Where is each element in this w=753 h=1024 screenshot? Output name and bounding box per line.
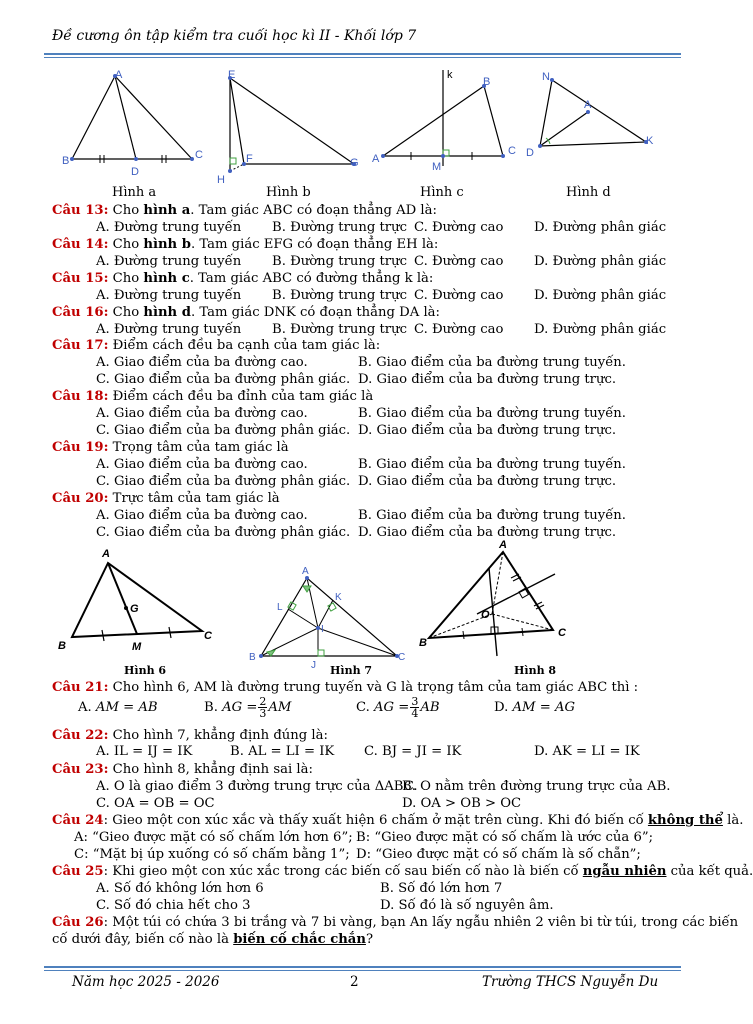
- option-22-b: B. AL = LI = IK: [230, 744, 335, 759]
- option-22-d: D. AK = LI = IK: [534, 744, 640, 759]
- fraction-denominator: 3: [259, 707, 267, 720]
- question-number: Câu 16:: [52, 305, 109, 320]
- question-19: [52, 440, 289, 456]
- question-text: cố dưới đây, biến cố nào là: [52, 932, 234, 947]
- option-15-d: D. Đường phân giác: [534, 288, 667, 303]
- option-23-b: B. O nằm trên đường trung trực của AB.: [402, 779, 671, 794]
- figure-reference: hình b: [143, 237, 191, 252]
- option-20-a: A. Giao điểm của ba đường cao.: [96, 508, 308, 523]
- figure-6: [58, 545, 218, 655]
- question-26: [52, 915, 738, 931]
- label-B: B: [419, 637, 427, 649]
- question-emphasis: không thể: [647, 813, 723, 828]
- option-18-b: B. Giao điểm của ba đường trung tuyến.: [358, 406, 626, 421]
- label-C: C: [398, 652, 406, 663]
- label-k: k: [447, 69, 453, 81]
- caption-hinh-8: Hình 8: [514, 664, 557, 677]
- label-A: A: [499, 539, 507, 551]
- option-18-d: D. Giao điểm của ba đường trung trực.: [358, 423, 617, 438]
- question-text: Cho hình 7, khẳng định đúng là:: [108, 728, 328, 743]
- question-text: Cho: [108, 203, 144, 218]
- question-number: Câu 25: [52, 864, 104, 879]
- option-13-d: D. Đường phân giác: [534, 220, 667, 235]
- label-F: F: [246, 153, 253, 165]
- label-K: K: [646, 135, 654, 147]
- option-25-a: A. Số đó không lớn hơn 6: [96, 881, 264, 896]
- question-26-line2: [52, 932, 373, 948]
- question-text: : Một túi có chứa 3 bi trắng và 7 bi vàng, bạn An lấy ngẫu nhiên 2 viên bi từ túi, trong các biến: [103, 915, 739, 930]
- question-number: Câu 19:: [52, 440, 109, 455]
- fraction: [410, 696, 419, 719]
- option-16-a: A. Đường trung tuyến: [96, 322, 242, 337]
- footer-school: Trường THCS Nguyễn Du: [482, 974, 659, 990]
- option-letter: A.: [78, 700, 92, 715]
- question-number: Câu 14:: [52, 237, 109, 252]
- header-rule: [44, 53, 681, 55]
- question-number: Câu 21:: [52, 680, 109, 695]
- footer-year: Năm học 2025 - 2026: [72, 974, 220, 990]
- question-text: Trực tâm của tam giác là: [108, 491, 280, 506]
- footer-rule-thin: [44, 970, 681, 971]
- question-emphasis: biến cố chắc chắn: [233, 932, 366, 947]
- option-18-c: C. Giao điểm của ba đường phân giác.: [96, 423, 351, 438]
- question-text: Cho: [108, 237, 144, 252]
- option-letter: C.: [356, 700, 370, 715]
- option-22-c: C. BJ = JI = IK: [364, 744, 462, 759]
- label-D: D: [131, 166, 139, 178]
- option-letter: D.: [494, 700, 509, 715]
- option-25-b: B. Số đó lớn hơn 7: [380, 881, 503, 896]
- option-21-b: [204, 696, 291, 719]
- caption-hinh-d: Hình d: [566, 185, 611, 200]
- question-number: Câu 13:: [52, 203, 109, 218]
- header-title: Đề cương ôn tập kiểm tra cuối học kì II - Khối lớp 7: [52, 28, 417, 44]
- question-text: Cho hình 8, khẳng định sai là:: [108, 762, 313, 777]
- option-24-a: A: “Gieo được mặt có số chấm lớn hơn 6”;: [74, 830, 353, 845]
- option-expression-rhs: AM: [268, 700, 292, 715]
- question-number: Câu 24: [52, 813, 104, 828]
- label-C: C: [508, 145, 516, 157]
- question-17: [52, 338, 380, 354]
- label-C: C: [195, 149, 203, 161]
- label-B: B: [249, 652, 256, 663]
- question-text-end: là.: [722, 813, 744, 828]
- question-text-end: . Tam giác ABC có đoạn thẳng AD là:: [190, 203, 437, 218]
- label-G: G: [350, 157, 359, 169]
- label-A: A: [584, 99, 592, 111]
- option-21-d: [494, 700, 575, 716]
- question-24: [52, 813, 743, 829]
- question-number: Câu 17:: [52, 338, 109, 353]
- label-C: C: [558, 627, 566, 639]
- question-text: Trọng tâm của tam giác là: [108, 440, 289, 455]
- label-H: H: [217, 174, 225, 186]
- question-number: Câu 20:: [52, 491, 109, 506]
- label-D: D: [526, 147, 534, 159]
- question-text: Cho: [108, 271, 144, 286]
- question-21: [52, 680, 638, 696]
- figure-b: [214, 66, 364, 186]
- option-letter: B.: [204, 700, 218, 715]
- label-A: A: [102, 548, 110, 560]
- option-24-d: D: “Gieo được mặt có số chấm là số chẵn”;: [356, 847, 641, 862]
- option-20-d: D. Giao điểm của ba đường trung trực.: [358, 525, 617, 540]
- option-17-d: D. Giao điểm của ba đường trung trực.: [358, 372, 617, 387]
- question-25: [52, 864, 753, 880]
- figure-8: [415, 538, 585, 660]
- label-I: I: [321, 624, 324, 635]
- option-25-d: D. Số đó là số nguyên âm.: [380, 898, 554, 913]
- option-19-b: B. Giao điểm của ba đường trung tuyến.: [358, 457, 626, 472]
- label-L: L: [277, 602, 283, 613]
- option-16-d: D. Đường phân giác: [534, 322, 667, 337]
- question-text-end: của kết quả.: [666, 864, 753, 879]
- option-23-c: C. OA = OB = OC: [96, 796, 215, 811]
- figure-7: [245, 562, 415, 662]
- label-M: M: [432, 161, 442, 173]
- question-16: [52, 305, 440, 321]
- option-23-d: D. OA > OB > OC: [402, 796, 522, 811]
- option-expression-lhs: AG =: [374, 700, 410, 715]
- option-16-b: B. Đường trung trực: [272, 322, 407, 337]
- caption-hinh-c: Hình c: [420, 185, 464, 200]
- option-15-b: B. Đường trung trực: [272, 288, 407, 303]
- caption-hinh-a: Hình a: [112, 185, 157, 200]
- label-B: B: [62, 155, 70, 167]
- figure-reference: hình c: [143, 271, 190, 286]
- question-18: [52, 389, 373, 405]
- question-text: Cho hình 6, AM là đường trung tuyến và G là trọng tâm của tam giác ABC thì :: [108, 680, 639, 695]
- option-13-a: A. Đường trung tuyến: [96, 220, 242, 235]
- label-A: A: [115, 69, 123, 81]
- label-A: A: [302, 566, 309, 577]
- option-25-c: C. Số đó chia hết cho 3: [96, 898, 251, 913]
- option-15-c: C. Đường cao: [414, 288, 504, 303]
- option-21-c: [356, 696, 440, 719]
- footer-rule: [44, 966, 681, 968]
- option-13-c: C. Đường cao: [414, 220, 504, 235]
- option-18-a: A. Giao điểm của ba đường cao.: [96, 406, 308, 421]
- question-23: [52, 762, 313, 778]
- option-20-b: B. Giao điểm của ba đường trung tuyến.: [358, 508, 626, 523]
- question-text: : Gieo một con xúc xắc và thấy xuất hiện 6 chấm ở mặt trên cùng. Khi đó biến cố: [103, 813, 648, 828]
- option-21-a: [78, 700, 158, 716]
- option-expression: AM = AG: [512, 700, 576, 715]
- label-O: O: [481, 609, 490, 621]
- option-14-d: D. Đường phân giác: [534, 254, 667, 269]
- question-22: [52, 728, 328, 744]
- fraction-denominator: 4: [411, 707, 419, 720]
- option-expression-lhs: AG =: [222, 700, 258, 715]
- figure-reference: hình a: [143, 203, 191, 218]
- option-expression-rhs: AB: [420, 700, 440, 715]
- label-B: B: [58, 640, 66, 652]
- question-text-end: . Tam giác ABC có đường thẳng k là:: [189, 271, 434, 286]
- caption-hinh-6: Hình 6: [124, 664, 167, 677]
- option-13-b: B. Đường trung trực: [272, 220, 407, 235]
- label-B: B: [483, 76, 491, 88]
- option-19-d: D. Giao điểm của ba đường trung trực.: [358, 474, 617, 489]
- question-number: Câu 15:: [52, 271, 109, 286]
- figure-a: [60, 66, 210, 181]
- fraction-numerator: 3: [411, 695, 419, 708]
- label-M: M: [132, 641, 142, 653]
- option-22-a: A. IL = IJ = IK: [96, 744, 193, 759]
- question-text: Điểm cách đều ba đỉnh của tam giác là: [108, 389, 374, 404]
- question-15: [52, 271, 433, 287]
- label-G: G: [130, 603, 139, 615]
- option-20-c: C. Giao điểm của ba đường phân giác.: [96, 525, 351, 540]
- option-15-a: A. Đường trung tuyến: [96, 288, 242, 303]
- option-24-c: C: “Mặt bị úp xuống có số chấm bằng 1”;: [74, 847, 350, 862]
- option-23-a: A. O là giao điểm 3 đường trung trực của ΔABC.: [96, 779, 418, 794]
- figure-d: [522, 66, 662, 181]
- question-13: [52, 203, 437, 219]
- option-14-b: B. Đường trung trực: [272, 254, 407, 269]
- label-C: C: [204, 630, 212, 642]
- question-text: Cho: [108, 305, 144, 320]
- option-14-a: A. Đường trung tuyến: [96, 254, 242, 269]
- fraction-numerator: 2: [259, 695, 267, 708]
- header-rule-thin: [44, 57, 681, 58]
- fraction: [258, 696, 267, 719]
- question-14: [52, 237, 438, 253]
- option-16-c: C. Đường cao: [414, 322, 504, 337]
- question-number: Câu 18:: [52, 389, 109, 404]
- question-emphasis: ngẫu nhiên: [582, 864, 667, 879]
- question-text-end: . Tam giác DNK có đoạn thẳng DA là:: [190, 305, 440, 320]
- question-text-end: ?: [365, 932, 374, 947]
- label-J: J: [311, 660, 316, 671]
- figure-reference: hình d: [143, 305, 191, 320]
- option-24-b: B: “Gieo được mặt có số chấm là ước của 6”;: [356, 830, 654, 845]
- figure-c: [368, 66, 528, 181]
- option-17-b: B. Giao điểm của ba đường trung tuyến.: [358, 355, 626, 370]
- caption-hinh-b: Hình b: [266, 185, 311, 200]
- label-K: K: [335, 592, 342, 603]
- option-17-a: A. Giao điểm của ba đường cao.: [96, 355, 308, 370]
- option-14-c: C. Đường cao: [414, 254, 504, 269]
- question-number: Câu 23:: [52, 762, 109, 777]
- label-N: N: [542, 71, 550, 83]
- option-19-c: C. Giao điểm của ba đường phân giác.: [96, 474, 351, 489]
- question-20: [52, 491, 280, 507]
- question-number: Câu 22:: [52, 728, 109, 743]
- option-expression: AM = AB: [95, 700, 158, 715]
- option-19-a: A. Giao điểm của ba đường cao.: [96, 457, 308, 472]
- question-number: Câu 26: [52, 915, 104, 930]
- question-text: : Khi gieo một con xúc xắc trong các biến cố sau biến cố nào là biến cố: [103, 864, 583, 879]
- question-text: Điểm cách đều ba cạnh của tam giác là:: [108, 338, 381, 353]
- label-E: E: [228, 69, 236, 81]
- question-text-end: . Tam giác EFG có đoạn thẳng EH là:: [190, 237, 439, 252]
- caption-hinh-7: Hình 7: [330, 664, 373, 677]
- label-A: A: [372, 153, 380, 165]
- option-17-c: C. Giao điểm của ba đường phân giác.: [96, 372, 351, 387]
- footer-page-number: 2: [350, 974, 359, 990]
